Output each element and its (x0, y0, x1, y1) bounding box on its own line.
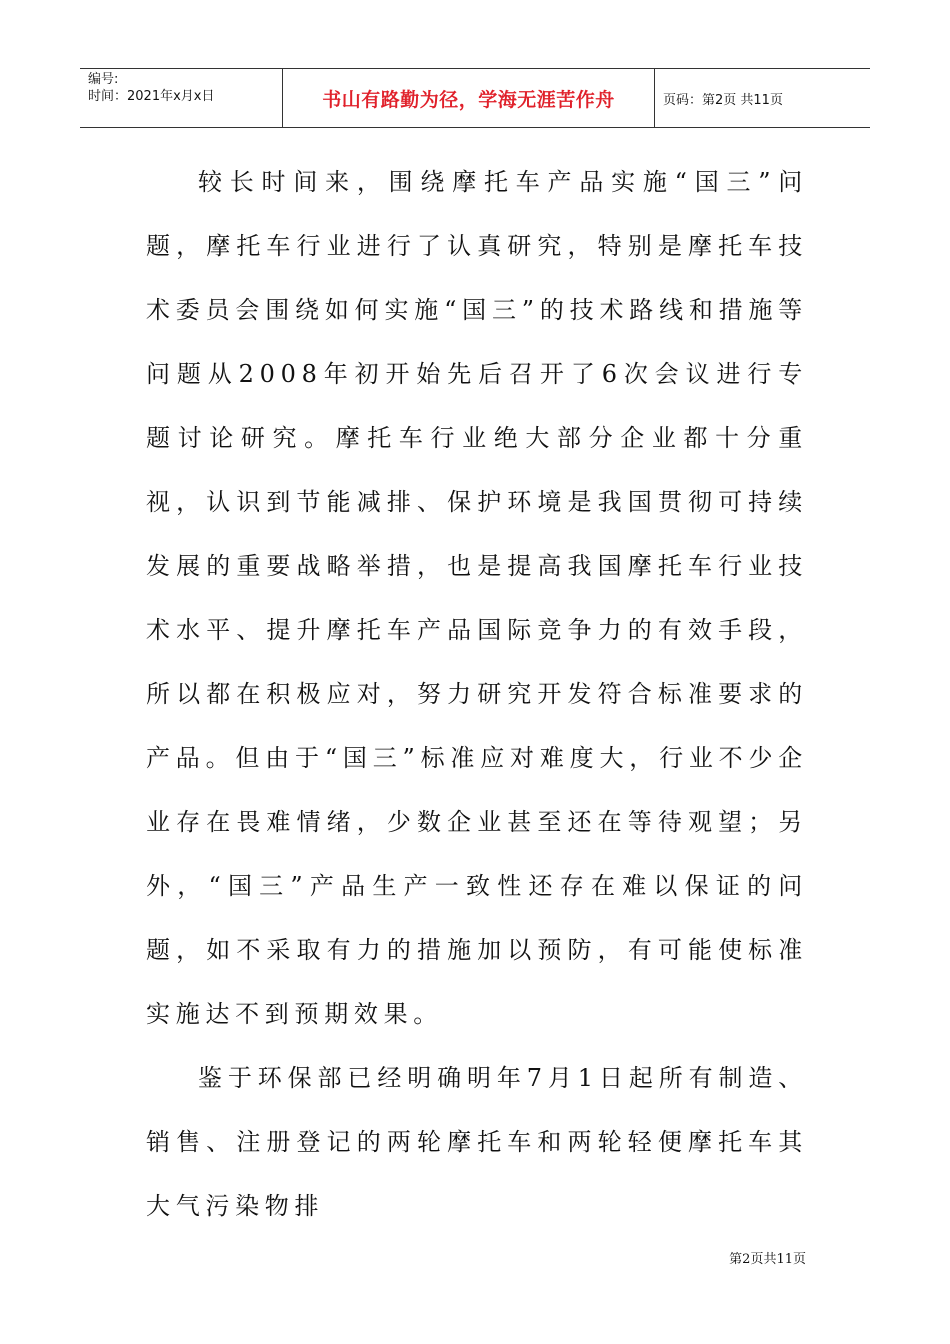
page-footer: 第2页共11页 (729, 1252, 806, 1267)
header-meta (80, 69, 283, 127)
page-header (80, 68, 870, 128)
document-number-label: 编号: (88, 72, 119, 87)
header-page-info-cell (655, 69, 870, 127)
document-date: 时间：2021年x月x日 (88, 89, 215, 104)
header-page-info: 页码：第2页 共11页 (663, 92, 783, 108)
header-motto: 书山有路勤为径，学海无涯苦作舟 (322, 88, 615, 111)
document-body (146, 150, 808, 1238)
header-motto-cell (283, 69, 655, 127)
body-paragraph: 较长时间来，围绕摩托车产品实施“国三”问题，摩托车行业进行了认真研究，特别是摩托车技术委员会围绕如何实施“国三”的技术路线和措施等问题从2008年初开始先后召开了6次会议进行专题讨论研究。摩托车行业绝大部分企业都十分重视，认识到节能减排、保护环境是我国贯彻可持续发展的重要战略举措，也是提高我国摩托车行业技术水平、提升摩托车产品国际竞争力的有效手段，所以都在积极应对，努力研究开发符合标准要求的产品。但由于“国三”标准应对难度大，行业不少企业存在畏难情绪，少数企业甚至还在等待观望；另外，“国三”产品生产一致性还存在难以保证的问题，如不采取有力的措施加以预防，有可能使标准实施达不到预期效果。 (146, 168, 808, 1028)
body-paragraph: 鉴于环保部已经明确明年7月1日起所有制造、销售、注册登记的两轮摩托车和两轮轻便摩托车其大气污染物排 (146, 1064, 808, 1220)
